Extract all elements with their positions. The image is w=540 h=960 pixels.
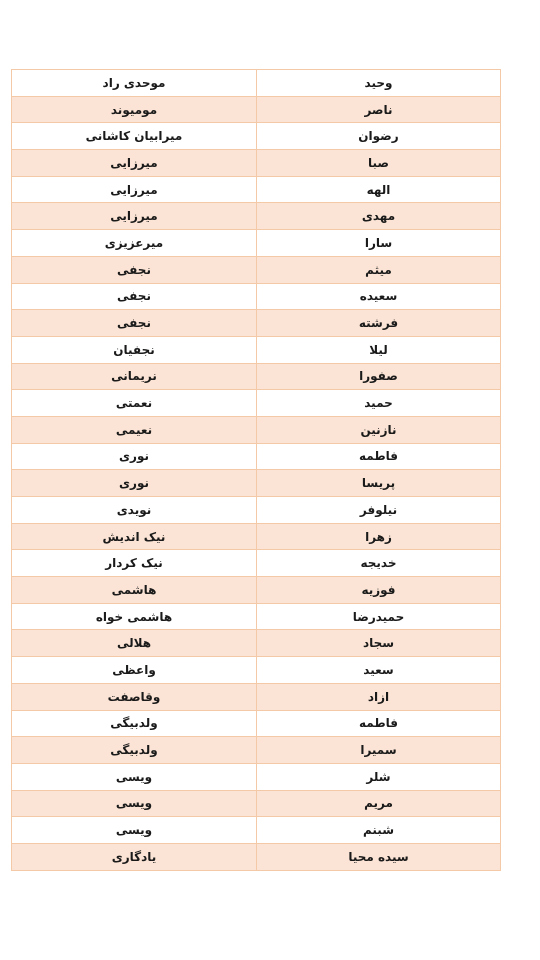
first-name-cell: حمیدرضا (257, 603, 501, 630)
first-name-cell: رضوان (257, 123, 501, 150)
table-row (12, 737, 501, 764)
table-row (12, 203, 501, 230)
last-name-cell: میرابیان کاشانی (12, 123, 257, 150)
last-name-cell: نویدی (12, 497, 257, 524)
last-name-cell: واعظی (12, 657, 257, 684)
table-row (12, 96, 501, 123)
table-row (12, 550, 501, 577)
last-name-cell: هلالی (12, 630, 257, 657)
first-name-cell: مهدی (257, 203, 501, 230)
last-name-cell: نجفی (12, 283, 257, 310)
first-name-cell: صبا (257, 150, 501, 177)
last-name-cell: نریمانی (12, 363, 257, 390)
last-name-cell: نجفیان (12, 336, 257, 363)
first-name-cell: لیلا (257, 336, 501, 363)
last-name-cell: میرزایی (12, 203, 257, 230)
first-name-cell: ناصر (257, 96, 501, 123)
first-name-cell: زهرا (257, 523, 501, 550)
last-name-cell: میرزایی (12, 150, 257, 177)
first-name-cell: الهه (257, 176, 501, 203)
table-row (12, 443, 501, 470)
last-name-cell: ویسی (12, 790, 257, 817)
last-name-cell: نجفی (12, 256, 257, 283)
first-name-cell: مریم (257, 790, 501, 817)
last-name-cell: هاشمی (12, 577, 257, 604)
first-name-cell: میثم (257, 256, 501, 283)
first-name-cell: سارا (257, 230, 501, 257)
last-name-cell: میرعزیزی (12, 230, 257, 257)
table-row (12, 577, 501, 604)
table-row (12, 310, 501, 337)
table-row (12, 630, 501, 657)
table-row (12, 256, 501, 283)
table-row (12, 150, 501, 177)
table-row (12, 817, 501, 844)
table-row (12, 470, 501, 497)
table-row (12, 230, 501, 257)
last-name-cell: نوری (12, 470, 257, 497)
table-row (12, 283, 501, 310)
table-row (12, 123, 501, 150)
table-row (12, 683, 501, 710)
last-name-cell: نوری (12, 443, 257, 470)
first-name-cell: پریسا (257, 470, 501, 497)
last-name-cell: مومیوند (12, 96, 257, 123)
last-name-cell: ولدبیگی (12, 710, 257, 737)
first-name-cell: نیلوفر (257, 497, 501, 524)
names-table-body (12, 70, 501, 871)
table-row (12, 710, 501, 737)
last-name-cell: میرزایی (12, 176, 257, 203)
last-name-cell: موحدی راد (12, 70, 257, 97)
first-name-cell: وحید (257, 70, 501, 97)
first-name-cell: فاطمه (257, 443, 501, 470)
table-row (12, 657, 501, 684)
last-name-cell: نیک کردار (12, 550, 257, 577)
last-name-cell: ویسی (12, 763, 257, 790)
table-row (12, 497, 501, 524)
last-name-cell: نعیمی (12, 416, 257, 443)
first-name-cell: فرشته (257, 310, 501, 337)
last-name-cell: هاشمی خواه (12, 603, 257, 630)
first-name-cell: خدیجه (257, 550, 501, 577)
last-name-cell: ولدبیگی (12, 737, 257, 764)
first-name-cell: شبنم (257, 817, 501, 844)
table-row (12, 176, 501, 203)
table-row (12, 843, 501, 870)
table-row (12, 363, 501, 390)
last-name-cell: ویسی (12, 817, 257, 844)
first-name-cell: فاطمه (257, 710, 501, 737)
first-name-cell: نازنین (257, 416, 501, 443)
first-name-cell: سعیده (257, 283, 501, 310)
table-row (12, 416, 501, 443)
table-row (12, 603, 501, 630)
table-row (12, 790, 501, 817)
first-name-cell: سعید (257, 657, 501, 684)
table-row (12, 390, 501, 417)
last-name-cell: نیک اندیش (12, 523, 257, 550)
last-name-cell: نجفی (12, 310, 257, 337)
table-row (12, 763, 501, 790)
last-name-cell: نعمتی (12, 390, 257, 417)
table-row (12, 70, 501, 97)
first-name-cell: شلر (257, 763, 501, 790)
table-row (12, 523, 501, 550)
last-name-cell: وقاصفت (12, 683, 257, 710)
first-name-cell: ازاد (257, 683, 501, 710)
first-name-cell: حمید (257, 390, 501, 417)
first-name-cell: صفورا (257, 363, 501, 390)
names-table (11, 69, 501, 871)
first-name-cell: سمیرا (257, 737, 501, 764)
first-name-cell: سجاد (257, 630, 501, 657)
first-name-cell: سیده محیا (257, 843, 501, 870)
first-name-cell: فوزیه (257, 577, 501, 604)
last-name-cell: یادگاری (12, 843, 257, 870)
table-row (12, 336, 501, 363)
